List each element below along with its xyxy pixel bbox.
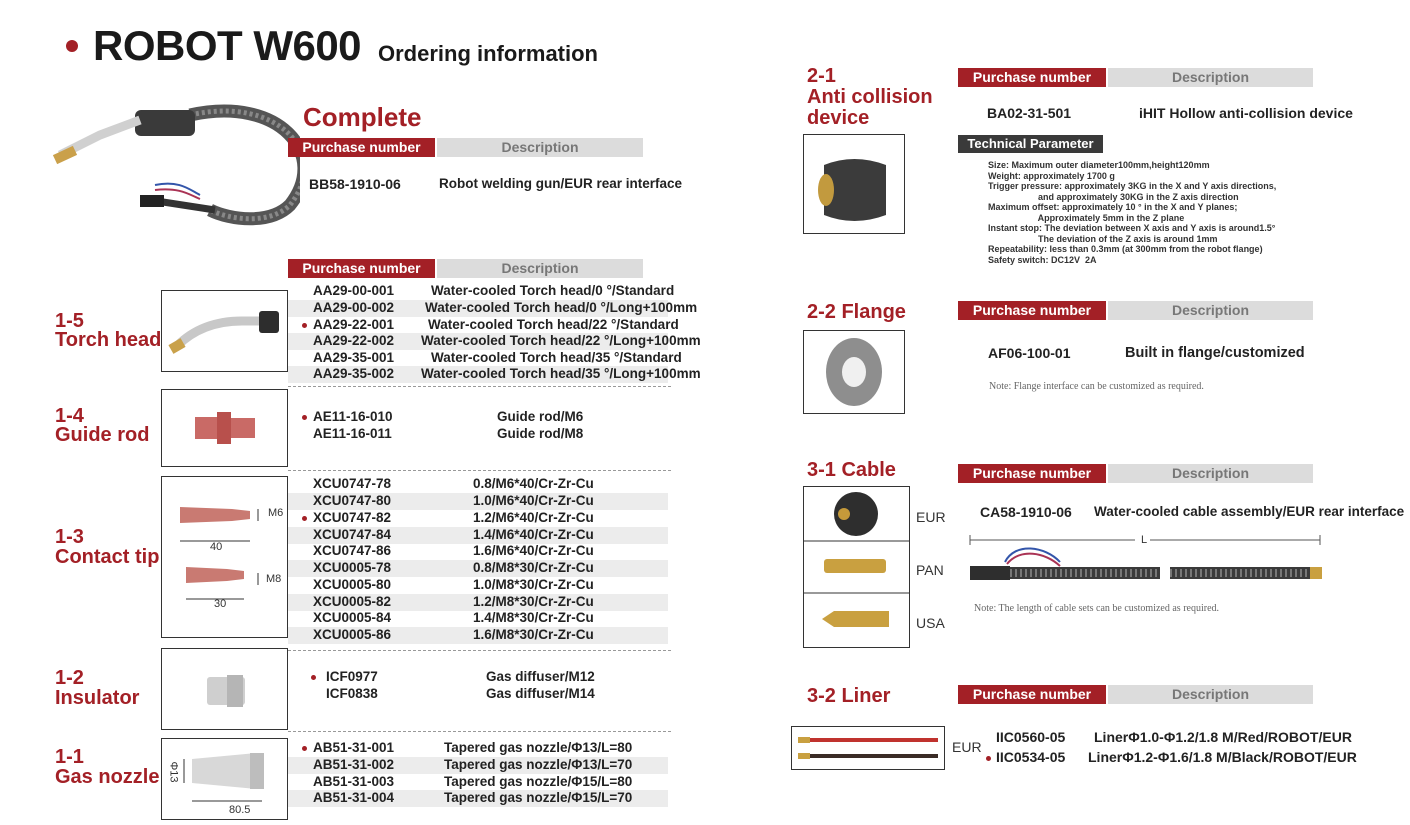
part-description: 1.0/M6*40/Cr-Zr-Cu	[473, 493, 594, 508]
part-number: XCU0005-84	[313, 610, 392, 625]
table-row	[288, 300, 698, 317]
divider	[288, 650, 671, 651]
part-number: XCU0747-86	[313, 543, 392, 558]
part-number: XCU0747-80	[313, 493, 392, 508]
insulator-number: 1-2	[55, 667, 84, 689]
title-bullet	[66, 40, 78, 52]
liner-header-purchase: Purchase number	[958, 685, 1106, 704]
part-number: XCU0005-82	[313, 594, 392, 609]
complete-header-purchase: Purchase number	[288, 138, 435, 157]
part-description: 1.2/M8*30/Cr-Zr-Cu	[473, 594, 594, 609]
divider	[288, 386, 671, 387]
part-description: Water-cooled Torch head/0 °/Standard	[431, 283, 675, 298]
tech-line: Repeatability: less than 0.3mm (at 300mm from the robot flange)	[988, 244, 1263, 254]
table-row	[288, 493, 668, 510]
table-row	[288, 543, 668, 560]
cable-part-number: CA58-1910-06	[980, 504, 1072, 520]
part-number: AA29-22-001	[313, 317, 395, 332]
gas-nozzle-image	[161, 738, 288, 820]
torch-head-number: 1-5	[55, 310, 84, 332]
contact-tip-image	[161, 476, 288, 638]
table-row	[288, 577, 668, 594]
connector-label-eur: EUR	[916, 509, 946, 525]
guide-rod-name: Guide rod	[55, 424, 150, 446]
complete-part-number: BB58-1910-06	[309, 176, 401, 192]
anticollision-description: iHIT Hollow anti-collision device	[1139, 105, 1353, 121]
liner-part-number: IIC0560-05	[996, 729, 1066, 745]
gas-nozzle-diameter: Φ13	[167, 761, 180, 783]
cable-header-purchase: Purchase number	[958, 464, 1106, 483]
torch-head-name: Torch head	[55, 329, 162, 351]
table-row	[288, 669, 668, 686]
insulator-image	[161, 648, 288, 730]
contact-tip-length-30: 30	[214, 598, 227, 610]
guide-rod-image	[161, 389, 288, 467]
table-row	[288, 757, 668, 774]
part-description: Water-cooled Torch head/22 °/Standard	[428, 317, 679, 332]
part-description: Tapered gas nozzle/Φ15/L=70	[444, 790, 633, 805]
table-row	[288, 317, 679, 334]
recommended-bullet	[302, 516, 307, 521]
part-number: AB51-31-002	[313, 757, 395, 772]
part-number: AA29-35-002	[313, 366, 395, 381]
part-number: XCU0005-86	[313, 627, 392, 642]
liner-heading: 3-2 Liner	[807, 685, 891, 707]
flange-image	[803, 330, 905, 414]
torch-header-description: Description	[437, 259, 643, 278]
table-row	[288, 510, 668, 527]
cable-description: Water-cooled cable assembly/EUR rear interface	[1094, 504, 1405, 519]
part-description: Water-cooled Torch head/22 °/Long+100mm	[421, 333, 701, 348]
connector-label-usa: USA	[916, 615, 945, 631]
tech-line: and approximately 30KG in the Z axis direction	[988, 191, 1239, 202]
cable-note: Note: The length of cable sets can be customized as required.	[974, 603, 1220, 614]
liner-description: LinerΦ1.0-Φ1.2/1.8 M/Red/ROBOT/EUR	[1094, 729, 1352, 745]
cable-connectors-image	[803, 486, 910, 648]
part-description: Guide rod/M6	[497, 409, 584, 424]
anticollision-header-purchase: Purchase number	[958, 68, 1106, 87]
tech-line: Trigger pressure: approximately 3KG in the X and Y axis directions,	[988, 181, 1277, 191]
part-description: Water-cooled Torch head/35 °/Standard	[431, 350, 682, 365]
flange-heading: 2-2 Flange	[807, 301, 906, 323]
part-description: Guide rod/M8	[497, 426, 584, 441]
gas-nozzle-number: 1-1	[55, 746, 84, 768]
tech-line: Approximately 5mm in the Z plane	[988, 212, 1185, 223]
insulator-name: Insulator	[55, 687, 140, 709]
flange-header-purchase: Purchase number	[958, 301, 1106, 320]
torch-head-image	[161, 290, 288, 372]
table-row	[288, 610, 668, 627]
table-row	[288, 350, 682, 367]
liner-type-label: EUR	[952, 739, 982, 755]
contact-tip-number: 1-3	[55, 526, 84, 548]
recommended-bullet	[302, 323, 307, 328]
table-row	[288, 774, 668, 791]
table-row	[288, 426, 668, 443]
part-number: AA29-22-002	[313, 333, 395, 348]
part-number: AB51-31-003	[313, 774, 395, 789]
recommended-bullet	[986, 756, 991, 761]
tech-line: The deviation of the Z axis is around 1mm	[988, 233, 1218, 244]
liner-header-description: Description	[1108, 685, 1313, 704]
complete-heading: Complete	[303, 102, 422, 132]
part-number: XCU0747-84	[313, 527, 392, 542]
page-subtitle: Ordering information	[378, 41, 598, 66]
part-description: Tapered gas nozzle/Φ13/L=80	[444, 740, 633, 755]
part-description: 0.8/M6*40/Cr-Zr-Cu	[473, 476, 594, 491]
flange-note: Note: Flange interface can be customized as required.	[989, 381, 1204, 392]
cable-assembly-image	[965, 532, 1335, 592]
part-description: 1.6/M6*40/Cr-Zr-Cu	[473, 543, 594, 558]
table-row	[288, 283, 675, 300]
flange-description: Built in flange/customized	[1125, 345, 1305, 361]
recommended-bullet	[302, 746, 307, 751]
tech-line: Weight: approximately 1700 g	[988, 170, 1115, 181]
contact-tip-length-40: 40	[210, 541, 223, 553]
table-row	[288, 627, 668, 644]
guide-rod-number: 1-4	[55, 405, 84, 427]
technical-parameter-header: Technical Parameter	[958, 135, 1103, 153]
part-number: XCU0747-78	[313, 476, 392, 491]
table-row	[288, 527, 668, 544]
part-number: AA29-00-001	[313, 283, 395, 298]
part-number: ICF0838	[326, 686, 378, 701]
divider	[288, 731, 671, 732]
part-number: AE11-16-010	[313, 409, 393, 424]
contact-tip-name: Contact tip	[55, 546, 160, 568]
part-number: XCU0005-78	[313, 560, 392, 575]
part-description: 1.2/M6*40/Cr-Zr-Cu	[473, 510, 594, 525]
part-number: AE11-16-011	[313, 426, 392, 441]
table-row	[288, 560, 668, 577]
torch-header-purchase: Purchase number	[288, 259, 435, 278]
part-description: Water-cooled Torch head/35 °/Long+100mm	[421, 366, 701, 381]
anti-collision-number: 2-1	[807, 65, 836, 87]
complete-header-description: Description	[437, 138, 643, 157]
divider	[288, 470, 671, 471]
part-description: 1.6/M8*30/Cr-Zr-Cu	[473, 627, 594, 642]
part-number: XCU0005-80	[313, 577, 392, 592]
part-description: Tapered gas nozzle/Φ15/L=80	[444, 774, 633, 789]
flange-part-number: AF06-100-01	[988, 345, 1071, 361]
anti-collision-name-line1: Anti collision	[807, 86, 933, 108]
part-number: AA29-00-002	[313, 300, 395, 315]
part-description: Water-cooled Torch head/0 °/Long+100mm	[425, 300, 698, 315]
table-row	[288, 740, 668, 757]
table-row	[288, 686, 668, 703]
anti-collision-name-line2: device	[807, 107, 870, 129]
tech-line: Size: Maximum outer diameter100mm,height120mm	[988, 160, 1210, 170]
table-row	[288, 476, 668, 493]
liner-image	[791, 726, 945, 770]
cable-heading: 3-1 Cable	[807, 459, 896, 481]
anticollision-header-description: Description	[1108, 68, 1313, 87]
liner-part-number: IIC0534-05	[996, 749, 1066, 765]
table-row	[288, 366, 701, 383]
tech-line: Instant stop: The deviation between X axis and Y axis is around1.5°	[988, 223, 1276, 233]
tech-line: Safety switch: DC12V 2A	[988, 254, 1097, 265]
connector-label-pan: PAN	[916, 562, 944, 578]
tech-line: Maximum offset: approximately 10 ° in the X and Y planes;	[988, 202, 1238, 212]
part-number: AA29-35-001	[313, 350, 395, 365]
anti-collision-image	[803, 134, 905, 234]
welding-gun-image	[40, 95, 300, 230]
part-description: 0.8/M8*30/Cr-Zr-Cu	[473, 560, 594, 575]
liner-description: LinerΦ1.2-Φ1.6/1.8 M/Black/ROBOT/EUR	[1088, 749, 1357, 765]
part-description: Gas diffuser/M12	[486, 669, 595, 684]
part-description: 1.4/M8*30/Cr-Zr-Cu	[473, 610, 594, 625]
flange-header-description: Description	[1108, 301, 1313, 320]
recommended-bullet	[311, 675, 316, 680]
cable-length-label: L	[1141, 534, 1148, 546]
contact-tip-m8-dim: M8	[266, 573, 282, 585]
part-number: ICF0977	[326, 669, 378, 684]
part-number: XCU0747-82	[313, 510, 392, 525]
part-description: Gas diffuser/M14	[486, 686, 595, 701]
gas-nozzle-name: Gas nozzle	[55, 766, 160, 788]
part-description: 1.4/M6*40/Cr-Zr-Cu	[473, 527, 594, 542]
part-description: 1.0/M8*30/Cr-Zr-Cu	[473, 577, 594, 592]
table-row	[288, 409, 668, 426]
gas-nozzle-length: 80.5	[229, 804, 251, 816]
recommended-bullet	[302, 415, 307, 420]
table-row	[288, 333, 701, 350]
table-row	[288, 594, 668, 611]
part-number: AB51-31-004	[313, 790, 395, 805]
table-row	[288, 790, 668, 807]
technical-parameter-list	[988, 160, 1348, 265]
contact-tip-m6-dim: M6	[268, 507, 284, 519]
part-description: Tapered gas nozzle/Φ13/L=70	[444, 757, 633, 772]
anticollision-part-number: BA02-31-501	[987, 105, 1072, 121]
cable-header-description: Description	[1108, 464, 1313, 483]
page-title: ROBOT W600	[93, 22, 362, 69]
part-number: AB51-31-001	[313, 740, 395, 755]
complete-description: Robot welding gun/EUR rear interface	[439, 176, 683, 191]
